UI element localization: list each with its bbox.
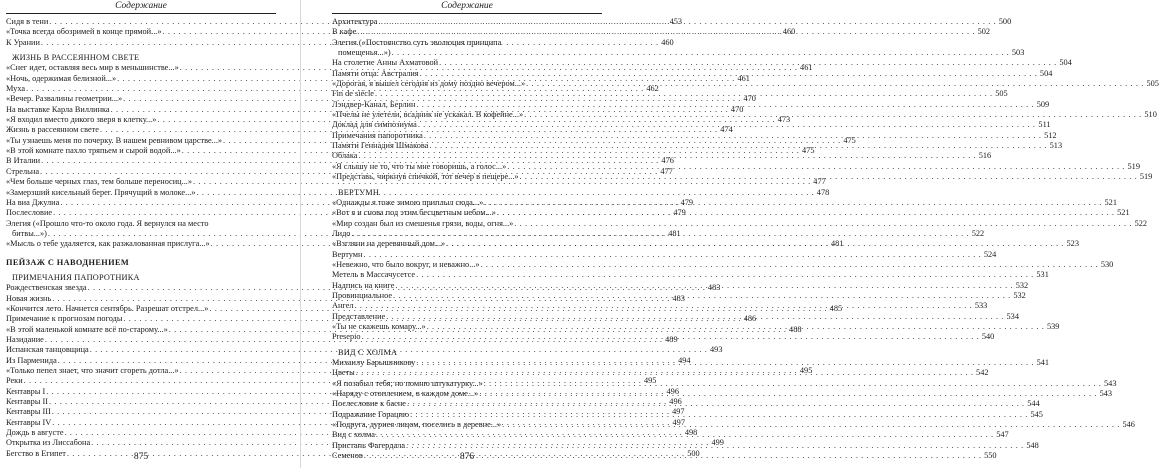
entry-page-number: 523 [1066,239,1079,249]
running-head-right: Содержание [332,0,602,14]
entry-page-number: 510 [1144,110,1157,120]
entry-page-number: 547 [996,430,1009,440]
dot-leader [351,229,969,239]
dot-leader [355,301,973,311]
entry-page-number: 460 [782,27,796,37]
entry-page-number: 493 [710,345,723,355]
entry-page-number: 479 [673,208,686,218]
dot-leader [356,368,974,378]
entry-title: Лэндвер-Канал, Берлин [332,99,416,109]
entry-title: Примечание к прогнозам погоды [6,314,123,324]
entry-title: Пристань Фагердала [332,440,406,450]
entry-page-number: 546 [1122,420,1135,430]
entry-title: Представление [332,311,386,321]
entry-page-number: 516 [978,151,992,161]
dot-leader [479,386,1097,399]
entry-title: «Чем больше черных глаз, тем больше переносиц...» [6,177,192,187]
entry-page-number: 519 [1127,161,1140,171]
entry-title: «Кончится лето. Начнется сентябрь. Разрешат отстрел...» [6,303,209,313]
entry-title: «Только пепел знает, что значит сгореть дотла...» [6,366,179,375]
entry-title: Вертумн [332,249,363,259]
entry-title: Открытка из Лиссабона [6,438,91,448]
entry-title: Лидо [332,228,351,238]
entry-page-number: 494 [678,355,691,365]
entry-page-number: 503 [1011,48,1025,58]
entry-page-number: 534 [1006,311,1019,321]
entry-page-number: 495 [643,376,657,386]
entry-title: Из Парменида [6,355,57,365]
entry-title: Послесловие [6,208,53,218]
entry-page-number: 470 [730,104,744,114]
entry-title: Испанская танцовщица [6,345,89,355]
entry-page-number: 524 [983,249,997,259]
dot-leader [427,322,1045,332]
entry-page-number: 477 [660,166,673,176]
entry-title: Назидание [6,334,44,344]
entry-page-number: 499 [711,438,724,448]
entry-title: «Мир создан был из смешенья грязи, воды, огня...» [332,218,514,228]
entry-title: Кентавры III [6,407,51,417]
entry-title: Памяти отца: Австралия [332,68,419,78]
entry-page-number: 531 [1036,270,1049,280]
dot-leader [392,48,1010,58]
entry-title-continued: помещенья...») [338,48,391,58]
entry-title: «В этой маленькой комнате всё по-старому...» [6,324,168,334]
dot-leader [446,239,1064,249]
entry-page-number: 504 [1039,68,1053,78]
dot-leader [420,69,1038,79]
dot-leader [416,270,1034,280]
entry-title: «Мысль о тебе удаляется, как разжалованная прислуга...» [6,239,210,249]
entry-page-number: 461 [800,63,813,73]
entry-title: «Я слышу не то, что ты мне говоришь, а голос...» [332,161,507,171]
entry-page-number: 498 [684,428,698,438]
entry-page-number: 540 [981,332,995,342]
entry-page-number: 521 [1117,208,1130,218]
entry-page-number: 502 [977,27,991,37]
entry-title: Подражание Горацию [332,409,410,419]
entry-page-number: 462 [646,84,659,94]
entry-page-number: 476 [661,156,674,166]
entry-page-number: 509 [1036,99,1050,109]
entry-title: «Замерзший кисельный берег. Прячущий в молоке...» [6,187,196,197]
entry-page-number: 460 [661,37,674,47]
entry-title: «Точка всегда обозримей в конце прямой...» [6,27,162,37]
entry-title: Ангел [332,301,354,311]
entry-title: «Ты узнаешь меня по почерку. В нашем ревнивом царстве...» [6,135,223,145]
dot-leader [407,399,1025,409]
dot-leader [524,110,1142,120]
entry-title: Вид с холма [332,430,375,440]
entry-page-number: 532 [1013,290,1026,300]
entry-page-number: 543 [1099,389,1113,399]
dot-leader [481,260,1099,270]
entry-page-number: 496 [666,386,679,396]
entry-title: Кентавры I [6,386,46,396]
entry-page-number: 477 [813,177,826,187]
section-heading: ПРИМЕЧАНИЯ ПАПОРОТНИКА [12,272,140,282]
entry-page-number: 500 [998,17,1012,26]
entry-page-number: 495 [799,366,813,375]
entry-page-number: 548 [1026,440,1039,450]
toc-entry [332,270,1049,280]
toc-entry-continuation [332,48,1025,58]
entry-title: Элегия («Постоянство суть эволюция принципа [332,37,502,47]
entry-page-number: 539 [1046,321,1060,331]
entry-title: На столетие Анны Ахматовой [332,58,439,68]
entry-title: Доклад для симпозиума [332,120,417,130]
dot-leader [375,89,993,99]
entry-page-number: 505 [995,89,1008,99]
entry-title: «Ты не скажешь комару...» [332,321,426,331]
page-number-left: 875 [133,452,149,462]
entry-title: Метель в Массачусетсе [332,270,416,280]
dot-leader [416,100,1034,110]
entry-title: «Пчелы не улетели, всадник не ускакал. В кофейне...» [332,110,524,120]
dot-leader [520,172,1138,182]
dot-leader [406,441,1024,451]
entry-title: Рождественская звезда [6,283,87,293]
entry-page-number: 461 [737,73,750,83]
entry-page-number: 474 [720,125,733,135]
entry-title: Кентавры IV [6,417,52,427]
dot-leader [386,312,1004,322]
entry-page-number: 542 [976,368,989,378]
entry-title: Послесловие к басне [332,399,406,409]
running-head-left: Содержание [6,0,276,14]
toc-entry-first-line [6,219,276,229]
entry-page-number: 543 [1104,378,1117,388]
entry-page-number: 545 [1030,409,1043,419]
entry-page-number: 473 [777,115,791,125]
entry-title: Дождь в августе [6,428,64,438]
dot-leader [395,281,1013,291]
entry-title: Цветы [332,368,355,378]
entry-page-number: 533 [974,301,988,311]
entry-title: «Представь, чиркнув спичкой, тот вечер в пещере...» [332,172,519,182]
entry-title: «Ночь, одержимая белизной...» [6,73,117,83]
entry-title: Жизнь в рассеянном свете [6,125,99,135]
part-heading: ПЕЙЗАЖ С НАВОДНЕНИЕМ [6,257,130,267]
entry-title: Кентавры II [6,397,48,407]
entry-title: В кафе [332,27,357,37]
entry-title: Примечания папоротника [332,130,423,140]
entry-page-number: 485 [829,303,843,313]
entry-page-number: 496 [669,397,682,407]
entry-page-number: 483 [672,293,685,303]
entry-page-number: 481 [668,228,681,238]
entry-title: «Взгляни на деревянный дом...» [332,239,446,249]
dot-leader [378,17,996,27]
entry-page-number: 481 [830,239,844,249]
entry-page-number: 486 [743,314,757,324]
dot-leader [439,58,1057,68]
dot-leader [507,162,1125,172]
dot-leader [416,355,1034,368]
section-heading: ВИД С ХОЛМА [338,347,398,357]
dot-leader [484,379,1102,389]
dot-leader [497,208,1115,218]
dot-leader [357,27,975,37]
entry-title: «Я входил вместо дикого зверя в клетку...» [6,115,157,125]
entry-page-number: 550 [984,451,997,461]
entry-page-number: 497 [672,417,685,427]
entry-page-number: 532 [1015,280,1029,290]
entry-page-number: 530 [1100,259,1114,269]
entry-page-number: 453 [669,17,683,26]
page-number-right: 876 [459,452,475,462]
entry-title: Бегство в Египет [6,448,66,458]
toc-entry [332,249,997,260]
entry-title: Presepio [332,332,361,342]
entry-title: «Вот я и снова под этим бесцветным небом...» [332,208,496,218]
entry-title: На виа Джулиа [6,197,60,207]
entry-title: Новая жизнь [6,293,52,303]
entry-title: «В этой комнате пахло тряпьем и сырой водой...» [6,146,181,156]
entry-page-number: 511 [1038,120,1051,130]
entry-page-number: 489 [665,334,678,344]
entry-title: Памяти Геннадия Шмакова [332,141,429,151]
toc-entry [332,218,1148,229]
entry-title-continued: битвы...») [12,228,47,238]
dot-leader [376,430,994,440]
entry-page-number: 513 [1049,141,1063,151]
entry-page-number: 504 [1059,58,1072,68]
entry-title: «Я позабыл тебя; но помню штукатурку...» [332,378,483,388]
entry-page-number: 488 [789,324,802,334]
entry-title: К Урании [6,37,40,47]
dot-leader [429,141,1047,151]
entry-title: Облака [332,151,358,161]
entry-title: Реки [6,376,23,386]
entry-page-number: 522 [1134,218,1148,228]
entry-title: Архитектура [332,17,378,26]
entry-title: Стрельна [6,166,40,176]
entry-title: «Снег идет, оставляя весь мир в меньшинстве...» [6,63,179,73]
dot-leader [514,219,1132,229]
entry-title: Надпись на книге [332,280,395,290]
dot-leader [484,198,1102,208]
dot-leader [526,79,1144,89]
entry-page-number: 512 [1044,130,1057,140]
dot-leader [362,332,980,342]
entry-title: «Подруга, дурнея лицом, поселись в деревне...» [332,420,502,430]
entry-title: Элегия («Прошло что-то около года. Я вернулся на место [6,218,209,228]
entry-page-number: 497 [672,407,685,417]
entry-title: Муха [6,84,26,94]
entry-page-number: 505 [1146,79,1159,89]
entry-title: «Наряду с отоплением, в каждом доме...» [332,389,479,399]
dot-leader [502,417,1120,430]
entry-title: «Невежно, что было вокруг, и неважно...» [332,259,480,269]
entry-page-number: 475 [843,135,856,145]
toc-entry [332,259,1114,270]
toc-entry-first-line [332,38,602,48]
entry-title: «Дорогая, я вышел сегодня из дому поздно вечером...» [332,79,526,89]
entry-title: Семенов [332,451,363,461]
entry-page-number: 478 [816,187,830,197]
entry-title: Сидя в тени [6,17,49,26]
dot-leader [393,291,1011,301]
entry-page-number: 522 [971,228,985,238]
entry-page-number: 541 [1036,358,1050,367]
entry-page-number: 479 [680,197,694,207]
entry-title: Михаилу Барышникову [332,358,416,367]
entry-title: В Италии [6,156,41,166]
entry-page-number: 500 [687,448,700,458]
entry-page-number: 483 [707,283,721,293]
section-heading: ВЕРТУМН [338,187,380,197]
entry-title: «Однажды я тоже зимою приплыл сюда...» [332,197,484,207]
entry-title: «Вечер. Развалины геометрии...» [6,94,123,104]
dot-leader [410,410,1028,420]
entry-title: Fin de siècle [332,89,374,99]
entry-page-number: 519 [1139,172,1153,182]
entry-page-number: 544 [1027,399,1040,409]
entry-page-number: 521 [1104,197,1117,207]
entry-title: На выставке Карла Виллинка [6,104,110,114]
dot-leader [424,131,1042,141]
dot-leader [358,151,976,161]
section-heading: ЖИЗНЬ В РАССЕЯННОМ СВЕТЕ [12,53,140,63]
dot-leader [418,120,1036,130]
dot-leader [364,250,982,260]
section-gap [6,250,276,258]
entry-title: Провинциальное [332,290,393,300]
entry-page-number: 475 [802,146,815,156]
book-gutter [300,0,301,468]
entry-page-number: 470 [743,94,756,104]
